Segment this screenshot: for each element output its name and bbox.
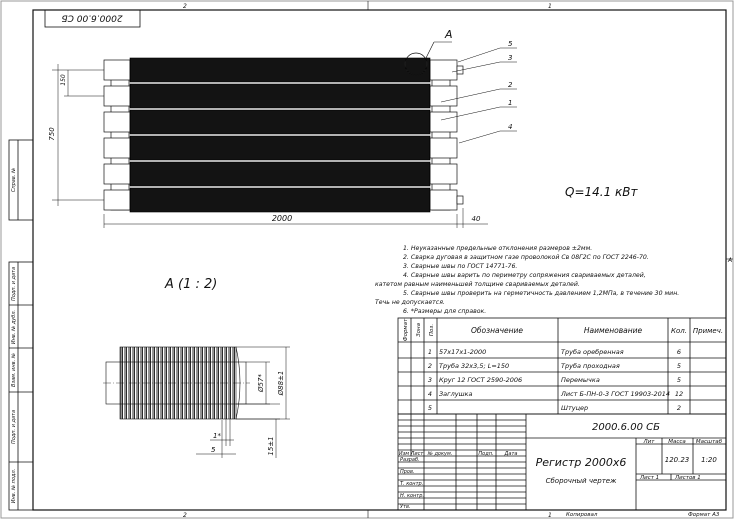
zone-label-bottom-left: 2 [183, 512, 187, 519]
note-line: 4. Сварные швы варить по периметру сопряжения свариваемых деталей, [403, 272, 646, 279]
format-label: Формат А3 [688, 512, 720, 518]
spec-header-name: Наименование [583, 326, 643, 335]
callout-pos-1: 1 [508, 99, 513, 107]
side-label-sign2: Подп. и дата [11, 409, 17, 445]
scale-label: Масштаб [695, 439, 723, 445]
role-developer: Разраб. [400, 457, 420, 463]
dim-pitch: 150 [60, 74, 67, 86]
side-label-dup: Инв. № дубл. [11, 309, 17, 345]
detail-dim-fin-dia: Ø88±1 [277, 370, 285, 396]
lit-label: Лит [643, 439, 655, 445]
side-label-ref: Справ. № [11, 167, 17, 193]
spec-cell-pos: 4 [427, 390, 433, 398]
spec-cell-name: Перемычка [561, 376, 600, 384]
doc-number: 2000.6.00 СБ [592, 422, 660, 433]
copied-label: Копировал [566, 512, 598, 518]
spec-cell-pos: 5 [427, 404, 433, 412]
role-approver: Утв. [400, 504, 411, 510]
sheet-number: Лист 1 [640, 475, 660, 481]
spec-cell-pos: 2 [427, 362, 433, 370]
role-tech-control: Т. контр. [400, 481, 424, 487]
role-norm-control: Н. контр. [400, 493, 424, 499]
spec-cell-name: Штуцер [561, 404, 589, 412]
zone-label-top-right: 1 [548, 3, 552, 10]
spec-cell-qty: 6 [676, 348, 682, 356]
rev-header-sign: Подп. [478, 451, 494, 457]
spec-header-zone: Зона [416, 323, 422, 337]
spec-header-qty: Кол. [671, 327, 687, 335]
side-label-sign1: Подп. и дата [11, 266, 17, 302]
zone-label-bottom-right: 1 [548, 512, 552, 519]
dim-total-length: 2000 [271, 214, 293, 223]
callout-pos-3: 3 [508, 54, 513, 62]
corner-stamp-number: 2000.6.00 СБ [61, 12, 123, 23]
note-line: катетом равным наименьшей толщине свариваемых деталей. [375, 281, 580, 288]
detail-a-letter: A [445, 28, 453, 41]
spec-cell-qty: 5 [676, 376, 682, 384]
spec-cell-name: Труба проходная [561, 362, 620, 370]
detail-dim-outer-dia: Ø57* [257, 374, 265, 392]
heat-power-label: Q=14.1 кВт [565, 185, 638, 199]
dim-total-height: 750 [48, 127, 56, 141]
spec-cell-qty: 12 [674, 390, 684, 398]
detail-dim-width: 5 [211, 446, 216, 454]
spec-cell-designation: Заглушка [439, 390, 473, 398]
note-line: 6. *Размеры для справок. [403, 308, 487, 315]
rev-header-doc: № докум. [427, 451, 453, 457]
sheets-total: Листов 1 [675, 475, 701, 481]
spec-cell-name: Лист Б-ПН-0-3 ГОСТ 19903-2014 [561, 390, 671, 398]
rev-header-date: Дата [504, 451, 518, 457]
spec-cell-name: Труба оребренная [561, 348, 624, 356]
side-label-inv: Инв. № подл. [11, 468, 17, 504]
callout-pos-2: 2 [508, 81, 513, 89]
side-label-replace: Взам. инв. № [11, 353, 17, 387]
drawing-title: Регистр 2000х6 [535, 456, 627, 469]
note-line: 1. Неуказанные предельные отклонения размеров ±2мм. [403, 245, 593, 252]
drawing-subtitle: Сборочный чертеж [545, 477, 617, 485]
spec-cell-qty: 5 [676, 362, 682, 370]
note-line: 3. Сварные швы по ГОСТ 14771-76. [403, 263, 518, 270]
mass-label: Масса [668, 439, 686, 445]
spec-cell-qty: 2 [676, 404, 682, 412]
spec-cell-designation: Круг 12 ГОСТ 2590-2006 [439, 376, 523, 384]
spec-header-note: Примеч. [692, 327, 724, 335]
spec-cell-pos: 3 [427, 376, 433, 384]
note-line: 2. Сварка дуговая в защитном газе проволокой Св 08Г2С по ГОСТ 2246-70. [403, 254, 649, 261]
detail-dim-height: 15±1 [267, 436, 275, 456]
detail-view-title: А (1 : 2) [165, 277, 218, 292]
zone-label-top-left: 2 [183, 3, 187, 10]
callout-pos-5: 5 [508, 40, 513, 48]
dim-offset-right: 40 [471, 215, 481, 223]
spec-cell-designation: 57x17x1-2000 [439, 348, 487, 356]
spec-header-format: Формат [403, 318, 409, 342]
spec-cell-pos: 1 [427, 348, 433, 356]
scale-value: 1:20 [701, 456, 717, 464]
spec-cell-designation: Труба 32х3,5; L=150 [439, 362, 510, 370]
mass-value: 120.23 [664, 456, 690, 464]
spec-header-designation: Обозначение [470, 326, 524, 335]
detail-dim-fin-pitch: 1* [213, 432, 221, 440]
rev-header-change: Изм [398, 451, 410, 457]
zone-label-right: A [728, 257, 733, 264]
role-checker: Пров. [400, 469, 415, 475]
rev-header-sheet: Лист [410, 451, 424, 457]
note-line: Течь не допускается. [375, 299, 445, 306]
callout-pos-4: 4 [508, 123, 513, 131]
note-line: 5. Сварные швы проверить на герметичность давлением 1,2МПа, в течение 30 мин. [403, 290, 680, 297]
spec-header-pos: Поз. [429, 323, 435, 337]
